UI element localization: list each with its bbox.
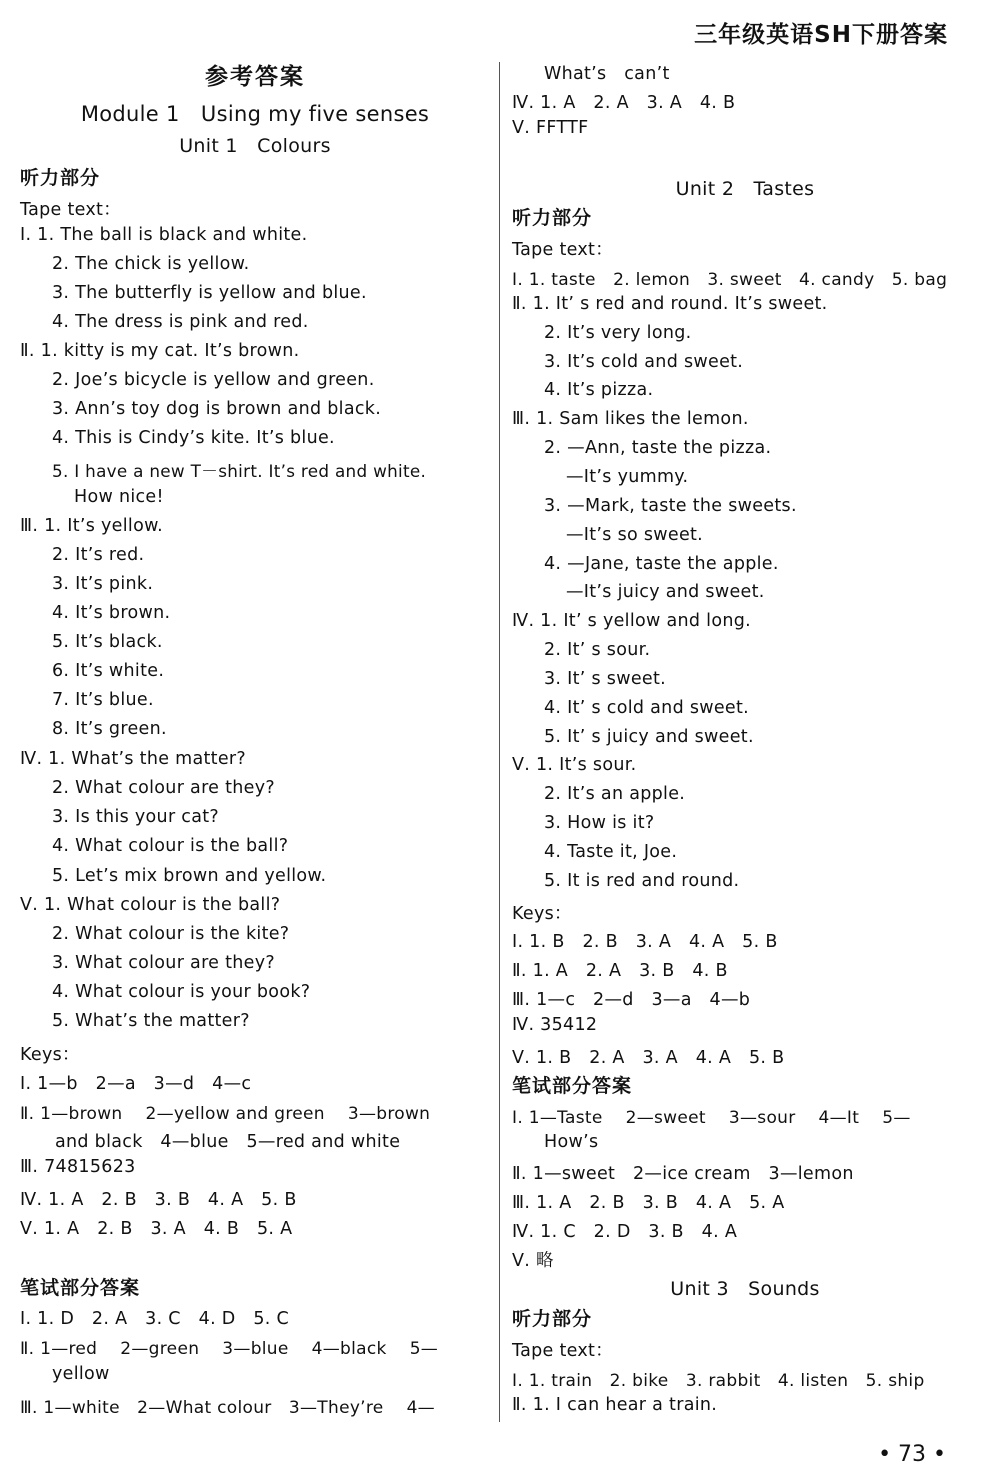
tape-text-label: Tape text：	[512, 240, 613, 260]
list-item: 5. It’s black.	[52, 632, 163, 652]
tape-text-label: Tape text：	[20, 200, 121, 220]
list-item: Ⅱ. 1—brown 2—yellow and green 3—brown	[20, 1104, 431, 1124]
list-item: 5. Let’s mix brown and yellow.	[52, 866, 327, 886]
list-item: Ⅰ. 1. D 2. A 3. C 4. D 5. C	[20, 1309, 290, 1329]
list-item: 6. It’s white.	[52, 661, 165, 681]
list-item: Ⅲ. 1—c 2—d 3—a 4—b	[512, 990, 751, 1010]
list-item: Ⅳ. 1. A 2. B 3. B 4. A 5. B	[20, 1190, 297, 1210]
keys-label: Keys：	[20, 1045, 80, 1065]
unit3-title: Unit 3 Sounds	[670, 1278, 820, 1300]
keys-label: Keys：	[512, 904, 572, 924]
list-item: Ⅳ. 1. It’ s yellow and long.	[512, 611, 752, 631]
list-item: How’s	[544, 1132, 599, 1152]
list-item: —It’s juicy and sweet.	[566, 582, 765, 602]
list-item: Ⅲ. 1. Sam likes the lemon.	[512, 409, 749, 429]
list-item: 4. It’s pizza.	[544, 380, 654, 400]
list-item: 4. What colour is the ball?	[52, 836, 289, 856]
list-item: Ⅳ. 1. C 2. D 3. B 4. A	[512, 1222, 738, 1242]
list-item: Ⅴ. 略	[512, 1251, 554, 1271]
column-divider	[499, 62, 500, 1422]
list-item: 4. It’ s cold and sweet.	[544, 698, 750, 718]
list-item: What’s can’t	[544, 64, 670, 84]
list-item: Ⅰ. 1. taste 2. lemon 3. sweet 4. candy 5. bag	[512, 270, 948, 290]
list-item: 4. Taste it, Joe.	[544, 842, 678, 862]
list-item: 3. How is it?	[544, 813, 655, 833]
list-item: 3. Ann’s toy dog is brown and black.	[52, 399, 382, 419]
list-item: 2. It’s red.	[52, 545, 145, 565]
list-item: 5. What’s the matter?	[52, 1011, 250, 1031]
list-item: 2. —Ann, taste the pizza.	[544, 438, 772, 458]
list-item: 3. Is this your cat?	[52, 807, 220, 827]
module-title: Module 1 Using my five senses	[80, 102, 430, 126]
list-item: 4. The dress is pink and red.	[52, 312, 309, 332]
list-item: Ⅴ. 1. It’s sour.	[512, 755, 637, 775]
list-item: —It’s yummy.	[566, 467, 689, 487]
list-item: Ⅰ. 1—b 2—a 3—d 4—c	[20, 1074, 252, 1094]
list-item: Ⅱ. 1—red 2—green 3—blue 4—black 5—	[20, 1339, 439, 1359]
list-item: 5. I have a new T－shirt. It’s red and white.	[52, 461, 427, 481]
list-item: 4. What colour is your book?	[52, 982, 311, 1002]
list-item: —It’s so sweet.	[566, 525, 704, 545]
list-item: 2. Joe’s bicycle is yellow and green.	[52, 370, 375, 390]
list-item: 2. What colour is the kite?	[52, 924, 290, 944]
list-item: Ⅳ. 1. A 2. A 3. A 4. B	[512, 93, 736, 113]
list-item: Ⅲ. 1. A 2. B 3. B 4. A 5. A	[512, 1193, 785, 1213]
list-item: Ⅰ. 1. train 2. bike 3. rabbit 4. listen 5. ship	[512, 1371, 925, 1391]
list-item: Ⅰ. 1—Taste 2—sweet 3—sour 4—It 5—	[512, 1108, 911, 1128]
listening-heading: 听力部分	[20, 167, 101, 189]
list-item: Ⅱ. 1—sweet 2—ice cream 3—lemon	[512, 1164, 854, 1184]
list-item: Ⅴ. 1. What colour is the ball?	[20, 895, 281, 915]
list-item: Ⅲ. 1—white 2—What colour 3—They’re 4—	[20, 1398, 435, 1418]
list-item: Ⅴ. 1. B 2. A 3. A 4. A 5. B	[512, 1048, 785, 1068]
unit1-title: Unit 1 Colours	[179, 135, 331, 157]
list-item: Ⅱ. 1. A 2. A 3. B 4. B	[512, 961, 728, 981]
unit2-title: Unit 2 Tastes	[675, 178, 815, 200]
list-item: yellow	[52, 1364, 110, 1384]
list-item: Ⅳ. 1. What’s the matter?	[20, 749, 246, 769]
list-item: Ⅱ. 1. I can hear a train.	[512, 1395, 718, 1415]
written-heading: 笔试部分答案	[512, 1075, 633, 1097]
list-item: 4. It’s brown.	[52, 603, 171, 623]
list-item: and black 4—blue 5—red and white	[55, 1132, 401, 1152]
list-item: 3. What colour are they?	[52, 953, 275, 973]
listening-heading: 听力部分	[512, 207, 593, 229]
list-item: 2. It’ s sour.	[544, 640, 651, 660]
list-item: 7. It’s blue.	[52, 690, 154, 710]
answers-title: 参考答案	[205, 64, 305, 90]
list-item: 3. —Mark, taste the sweets.	[544, 496, 797, 516]
list-item: 8. It’s green.	[52, 719, 167, 739]
list-item: Ⅱ. 1. It’ s red and round. It’s sweet.	[512, 294, 828, 314]
tape-text-label: Tape text：	[512, 1341, 613, 1361]
list-item: 5. It’ s juicy and sweet.	[544, 727, 754, 747]
list-item: Ⅰ. 1. B 2. B 3. A 4. A 5. B	[512, 932, 778, 952]
list-item: Ⅲ. 74815623	[20, 1157, 136, 1177]
list-item: 2. It’s an apple.	[544, 784, 686, 804]
list-item: 3. It’ s sweet.	[544, 669, 666, 689]
list-item: Ⅳ. 35412	[512, 1015, 598, 1035]
list-item: How nice!	[74, 487, 164, 507]
list-item: 5. It is red and round.	[544, 871, 740, 891]
list-item: Ⅰ. 1. The ball is black and white.	[20, 225, 308, 245]
written-heading: 笔试部分答案	[20, 1277, 141, 1299]
list-item: Ⅱ. 1. kitty is my cat. It’s brown.	[20, 341, 300, 361]
list-item: 3. It’s cold and sweet.	[544, 352, 744, 372]
list-item: 4. —Jane, taste the apple.	[544, 554, 779, 574]
page-header: 三年级英语SH下册答案	[694, 22, 948, 48]
list-item: 2. What colour are they?	[52, 778, 275, 798]
list-item: 3. The butterfly is yellow and blue.	[52, 283, 367, 303]
list-item: 4. This is Cindy’s kite. It’s blue.	[52, 428, 335, 448]
list-item: Ⅲ. 1. It’s yellow.	[20, 516, 163, 536]
page-number: • 73 •	[878, 1442, 946, 1467]
listening-heading: 听力部分	[512, 1308, 593, 1330]
list-item: 2. The chick is yellow.	[52, 254, 250, 274]
list-item: Ⅴ. FFTTF	[512, 118, 589, 138]
list-item: 2. It’s very long.	[544, 323, 692, 343]
list-item: Ⅴ. 1. A 2. B 3. A 4. B 5. A	[20, 1219, 293, 1239]
list-item: 3. It’s pink.	[52, 574, 154, 594]
